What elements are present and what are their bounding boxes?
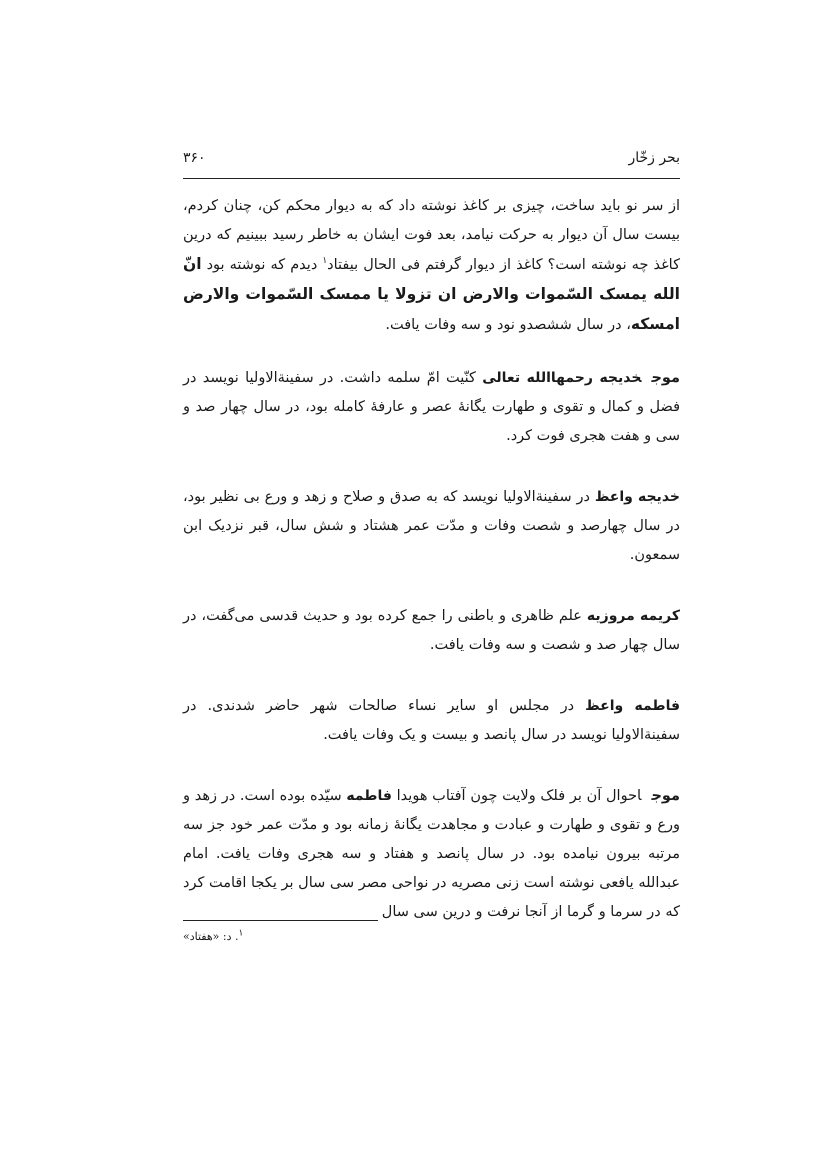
person-name: خدیجه واعظ — [594, 489, 680, 505]
paragraph-2 — [183, 364, 680, 451]
paragraph-5 — [183, 692, 680, 750]
footnote-number: ۱ — [238, 928, 244, 939]
paragraph-text: ، در سال ششصدو نود و سه وفات یافت. — [385, 317, 631, 333]
paragraph-6 — [183, 782, 680, 927]
paragraph-text: در سفینةالاولیا نویسد که به صدق و صلاح و زهد و ورع بی نظیر بود، در سال چهارصد و شصت وفات و مدّت عمر هشتاد و شش سال، قبر نزدیک ابن سمعون. — [183, 489, 680, 563]
paragraph-text: کنّیت امّ سلمه داشت. در سفینةالاولیا نویسد در فضل و کمال و تقوی و طهارت یگانۀ عصر و عارفۀ کامله بود، در سال چهار صد و سی و هفت هجری فوت کرد. — [183, 370, 680, 444]
footnote-text: . د: «هفتاد» — [183, 930, 239, 943]
paragraph-4 — [183, 602, 680, 660]
paragraph-text: در مجلس او سایر نساء صالحات شهر حاضر شدندی. در سفینةالاولیا نویسد در سال پانصد و بیست و یک وفات یافت. — [183, 698, 680, 743]
section-marker: موج — [651, 788, 680, 804]
footnote-ref: ۱ — [322, 256, 328, 267]
paragraph-text: سیّده بوده است. در زهد و ورع و تقوی و طهارت و عبادت و مجاهدت یگانۀ زمانه بود و مدّت عمر خود جز سه مرتبه بیرون نیامده بود. در سال پانصد و هفتاد و سه هجری وفات یافت. امام عبدالله یافعی نوشته است زنی مصریه در نواحی مصر سی سال بر یکجا اقامت کرد که در سرما و گرما از آنجا نرفت و درین سی سال — [183, 788, 680, 920]
paragraph-text: از سر نو باید ساخت، چیزی بر کاغذ نوشته داد که به دیوار محکم کن، چنان کردم، بیست سال آن دیوار به حرکت نیامد، بعد فوت ایشان به خاطر رسید ببینیم که درین کاغذ چه نوشته است؟ کاغذ از دیوار گرفتم فی الحال بیفتاد — [183, 198, 680, 273]
page — [183, 140, 680, 970]
paragraph-3 — [183, 483, 680, 570]
running-title: بحر زخّار — [628, 150, 680, 166]
person-name: کریمه مروزیه — [586, 608, 680, 624]
person-name: خدیجه رحمهاالله تعالی — [482, 370, 642, 386]
paragraph-1 — [183, 192, 680, 340]
page-body — [183, 192, 680, 951]
paragraph-text: علم ظاهری و باطنی را جمع کرده بود و حدیث قدسی می‌گفت، در سال چهار صد و شصت و سه وفات یافت. — [183, 608, 680, 653]
page-header — [183, 140, 680, 179]
paragraph-text: احوال آن بر فلک ولایت چون آفتاب هویدا — [391, 788, 642, 804]
paragraph-text: دیدم که نوشته بود — [201, 257, 323, 273]
footnote-divider — [183, 920, 378, 921]
person-name: فاطمه واعظ — [585, 698, 680, 714]
quran-quote: انّ الله یمسک السّموات والارض ان تزولا یا ممسک السّموات والارض امسکه — [183, 255, 680, 333]
person-name: فاطمه — [346, 788, 392, 804]
page-number: ۳۶۰ — [183, 150, 206, 166]
section-marker: موج — [651, 370, 680, 386]
footnote — [183, 930, 378, 943]
